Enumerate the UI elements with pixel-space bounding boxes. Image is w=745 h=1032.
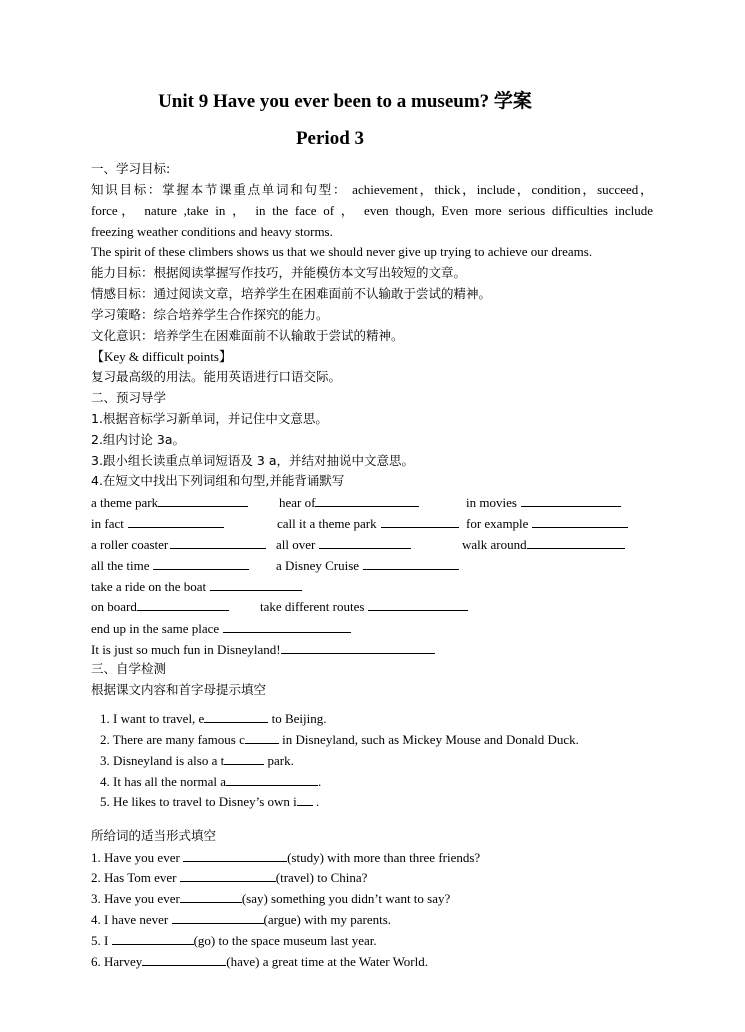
phrase: a roller coaster <box>91 536 266 553</box>
phrase: in movies <box>466 494 621 511</box>
phrase: walk around <box>462 536 625 553</box>
phrase: all over <box>276 536 411 553</box>
knowledge-goal-line3: freezing weather conditions and heavy storms. <box>91 224 333 239</box>
phrase: take a ride on the boat <box>91 578 302 595</box>
form-question: 3. Have you ever (say) something you didn’t want to say? <box>91 891 451 906</box>
fill-question: 3. Disneyland is also a t park. <box>100 753 294 768</box>
phrase: for example <box>466 515 628 532</box>
phrase: end up in the same place <box>91 620 351 637</box>
phrase: call it a theme park <box>277 515 459 532</box>
cultural-awareness: 文化意识：培养学生在困难面前不认输敢于尝试的精神。 <box>91 328 404 343</box>
ability-goal: 能力目标：根据阅读掌握写作技巧，并能模仿本文写出较短的文章。 <box>91 265 467 280</box>
key-points-label: 【Key & difficult points】 <box>91 349 232 364</box>
phrase: hear of <box>279 494 419 511</box>
fill-question: 2. There are many famous c in Disneyland, such as Mickey Mouse and Donald Duck. <box>100 732 579 747</box>
learning-strategy: 学习策略：综合培养学生合作探究的能力。 <box>91 307 329 322</box>
section2-heading: 二、预习导学 <box>91 390 167 405</box>
form-question: 1. Have you ever (study) with more than three friends? <box>91 850 481 865</box>
phrase: all the time <box>91 557 249 574</box>
form-question: 2. Has Tom ever (travel) to China? <box>91 870 368 885</box>
phrase: on board <box>91 598 229 615</box>
knowledge-goal-label: 知识目标：掌握本节课重点单词和句型： <box>91 182 348 197</box>
section1-heading: 一、学习目标: <box>91 161 171 176</box>
phrase: a Disney Cruise <box>276 557 459 574</box>
knowledge-goal-words: achievement，thick，include，condition，succeed， <box>347 182 653 197</box>
phrase: in fact <box>91 515 224 532</box>
form-question: 4. I have never (argue) with my parents. <box>91 912 392 927</box>
phrase: take different routes <box>260 598 468 615</box>
knowledge-goal-line1 <box>91 182 653 198</box>
fill-question: 1. I want to travel, e to Beijing. <box>100 711 327 726</box>
preview-item: 1.根据音标学习新单词，并记住中文意思。 <box>91 411 328 426</box>
phrase: It is just so much fun in Disneyland! <box>91 641 435 658</box>
spirit-sentence: The spirit of these climbers shows us that we should never give up trying to achieve our dreams. <box>91 244 593 259</box>
key-points: 复习最高级的用法。能用英语进行口语交际。 <box>91 369 342 384</box>
page-title: Unit 9 Have you ever been to a museum? 学案 <box>158 91 532 112</box>
preview-item: 4.在短文中找出下列词组和句型,并能背诵默写 <box>91 473 345 488</box>
preview-item: 2.组内讨论 3a。 <box>91 432 186 447</box>
phrase: a theme park <box>91 494 248 511</box>
form-question: 6. Harvey (have) a great time at the Water World. <box>91 954 428 969</box>
knowledge-goal-line2: force， nature ,take in ， in the face of ， even though, Even more serious difficulties include <box>91 203 653 218</box>
period-title: Period 3 <box>295 128 365 149</box>
fill-question: 4. It has all the normal a . <box>100 774 322 789</box>
emotion-goal: 情感目标：通过阅读文章，培养学生在困难面前不认输敢于尝试的精神。 <box>91 286 492 301</box>
word-form-instructions: 所给词的适当形式填空 <box>91 828 217 843</box>
fill-question: 5. He likes to travel to Disney’s own i . <box>100 794 320 809</box>
preview-item: 3.跟小组长读重点单词短语及 3 a，并结对抽说中文意思。 <box>91 453 414 468</box>
form-question: 5. I (go) to the space museum last year. <box>91 933 377 948</box>
fill-instructions: 根据课文内容和首字母提示填空 <box>91 682 267 697</box>
section3-heading: 三、自学检测 <box>91 661 167 676</box>
